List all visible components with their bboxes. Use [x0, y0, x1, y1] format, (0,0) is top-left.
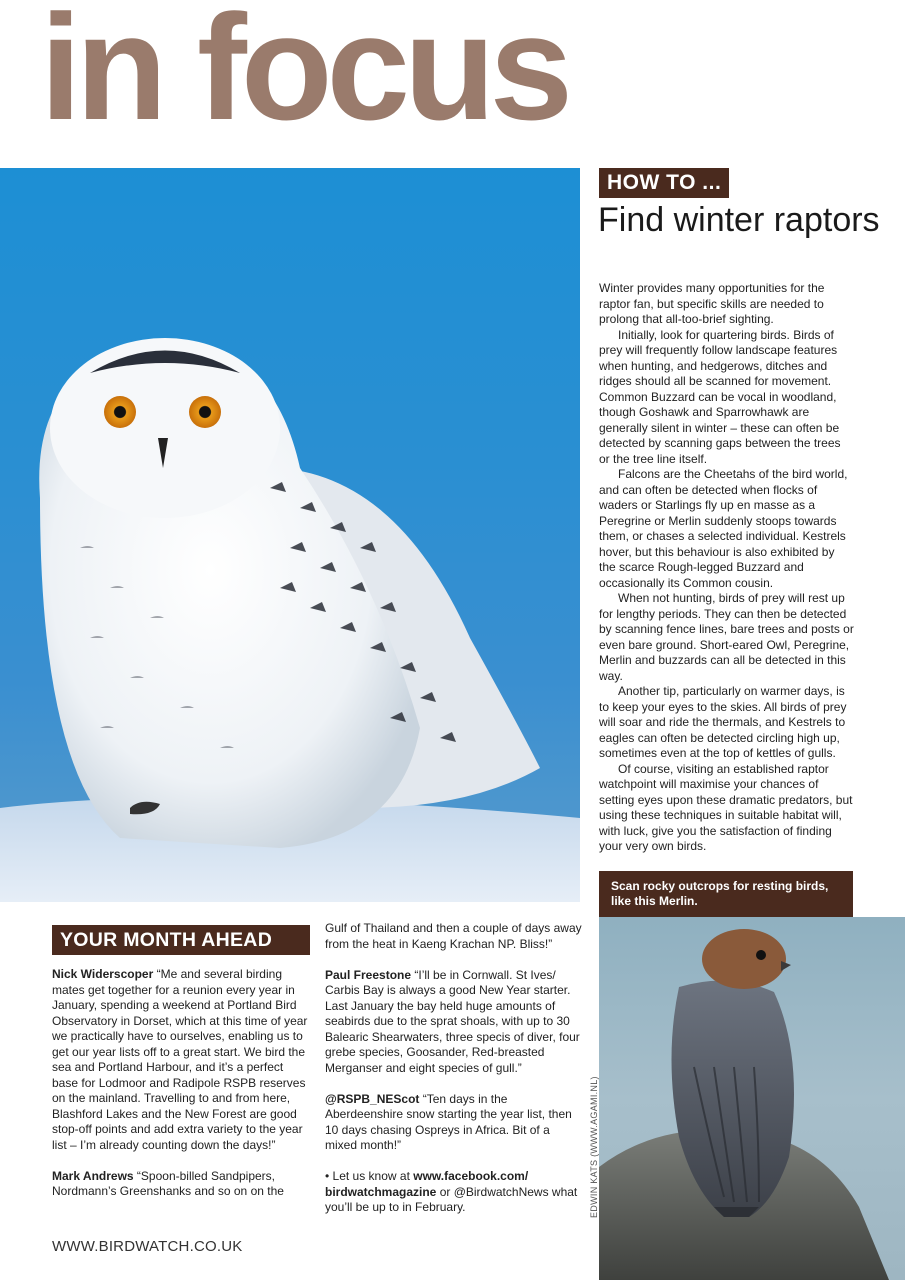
howto-badge: HOW TO ...	[599, 168, 729, 198]
month-ahead-column-left	[52, 967, 310, 1215]
footer-url[interactable]: WWW.BIRDWATCH.CO.UK	[52, 1238, 243, 1255]
masthead-title: in focus	[40, 0, 568, 151]
photo-caption: Scan rocky outcrops for resting birds, like this Merlin.	[599, 871, 853, 917]
article-paragraph: Another tip, particularly on warmer days, is to keep your eyes to the skies. All birds of prey will soar and ride the thermals, and Kestrels to eagles can often be detected circling high up, sometimes even at the top of kettles of gulls.	[599, 684, 847, 760]
cta-prefix: • Let us know at	[325, 1169, 414, 1183]
month-entry	[325, 968, 583, 1077]
contributor-text: “I’ll be in Cornwall. St Ives/ Carbis Bay is always a good New Year starter. Last January the bay held huge amounts of seabirds due to the sprat shoals, with up to 30 Balearic Shearwaters, three specis of diver, four grebe species, Goosander, Red-breasted Merganser and eight species of gull.”	[325, 967, 580, 1075]
merlin-illustration	[599, 917, 905, 1280]
facebook-link[interactable]: www.facebook.com/ birdwatchmagazine	[325, 1169, 529, 1199]
month-entry	[52, 967, 310, 1153]
snowy-owl-illustration	[0, 168, 580, 902]
article-paragraph: Winter provides many opportunities for the raptor fan, but specific skills are needed to prolong that all-too-brief sighting.	[599, 281, 825, 326]
article-paragraph: Initially, look for quartering birds. Birds of prey will frequently follow landscape features when hunting, and hedgerows, ditches and ridges should all be scanned for movement. Common Buzzard can be vocal in woodland, though Goshawk and Sparrowhawk are generally silent in winter – these can often be detected by scanning gaps between the trees or the tree line itself.	[599, 327, 841, 466]
contributor-text: “Ten days in the Aberdeenshire snow starting the year list, then 10 days chasing Ospreys in Africa. Bit of a mixed month!”	[325, 1091, 572, 1152]
contributor-name: Mark Andrews	[52, 1168, 134, 1183]
article-paragraph: Falcons are the Cheetahs of the bird world, and can often be detected when flocks of waders or Starlings fly up en masse as a Peregrine or Merlin suddenly stoops towards them, or chases a selected individual. Kestrels hover, but this behaviour is also exhibited by the scarce Rough-legged Buzzard and occasionally its Common cousin.	[599, 467, 848, 590]
month-entry	[52, 1169, 310, 1200]
contributor-name: @RSPB_NEScot	[325, 1091, 420, 1106]
article-body	[599, 281, 854, 855]
contributor-name: Paul Freestone	[325, 967, 412, 982]
contributor-name: Nick Widerscoper	[52, 967, 154, 981]
month-entry	[325, 1092, 583, 1154]
month-ahead-column-middle	[325, 921, 583, 1231]
month-ahead-badge: YOUR MONTH AHEAD	[52, 925, 310, 955]
merlin-photo	[599, 917, 905, 1280]
contributor-text: “Spoon-billed Sandpipers, Nordmann’s Greenshanks and so on on the	[52, 1168, 284, 1198]
month-entry-continuation: Gulf of Thailand and then a couple of days away from the heat in Kaeng Krachan NP. Bliss!”	[325, 921, 582, 951]
snowy-owl-photo	[0, 168, 580, 902]
photo-credit: EDWIN KATS (WWW.AGAMI.NL)	[589, 1076, 599, 1218]
cta-suffix: or @BirdwatchNews what you’ll be up to in February.	[325, 1184, 578, 1214]
article-paragraph: When not hunting, birds of prey will rest up for lengthy periods. They can then be detected by scanning fence lines, bare trees and posts or even bare ground. Short-eared Owl, Peregrine, Merlin and buzzards can all be detected in this way.	[599, 591, 854, 683]
call-to-action	[325, 1169, 583, 1216]
article-title: Find winter raptors	[598, 201, 880, 239]
article-paragraph: Of course, visiting an established raptor watchpoint will maximise your chances of setting eyes upon these dramatic predators, but using these techniques in suitable habitat will, with luck, give you the satisfaction of finding your very own birds.	[599, 761, 853, 853]
contributor-text: “Me and several birding mates get together for a reunion every year in January, spending a weekend at Portland Bird Observatory in Dorset, which at this time of year we practically have to ourselves, enabling us to get our year lists off to a great start. We bird the sea and Portland Harbour, and it’s a perfect base for Lodmoor and Radipole RSPB reserves on the mainland. Travelling to and from here, Blashford Lakes and the New Forest are good stop-off points and add extra variety to the year list – I’m already counting down the days!”	[52, 967, 308, 1152]
